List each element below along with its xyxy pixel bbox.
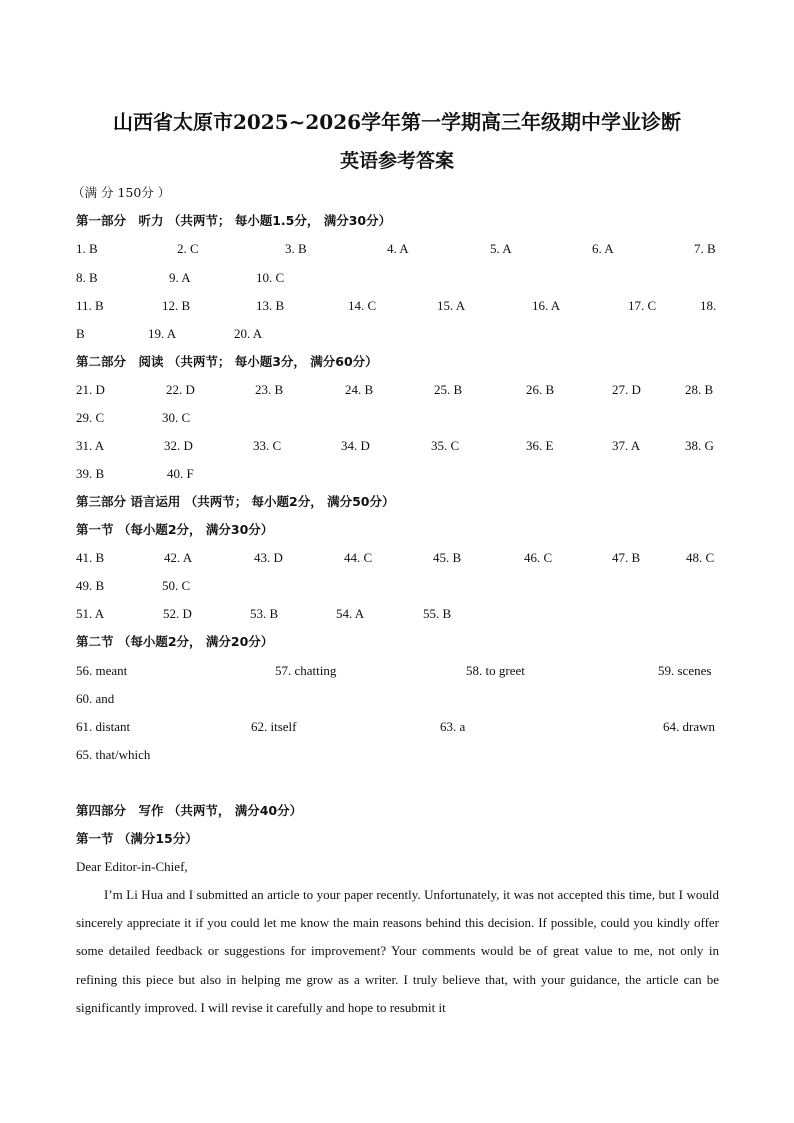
answer-item: 54. A [336, 606, 365, 621]
page-subtitle: 英语参考答案 [339, 150, 454, 172]
answer-item: 49. B [76, 578, 105, 593]
part4-sec1-heading: 第一节 （满分15分） [76, 831, 198, 846]
answer-item: 28. B [685, 382, 714, 397]
letter-body: I’m Li Hua and I submitted an article to your paper recently. Unfortunately, it was not accepted this time, but I would sincerely appreciate it if you could let me know the main reasons behind this decision. If possible, could you kindly offer some detailed feedback or suggestions for improvement? Your comments would be of great value to me, not only in refining this piece but also in helping me grow as a writer. I truly believe that, with your guidance, the article can be significantly improved. I will revise it carefully and hope to resubmit it [76, 887, 719, 1015]
answer-item: 23. B [255, 382, 284, 397]
part3-sec2-row4 [76, 745, 718, 765]
answer-item: 7. B [694, 241, 716, 256]
part3-sec2-row1 [76, 661, 718, 681]
answer-item: B [76, 326, 85, 341]
answer-item: 58. to greet [466, 663, 525, 678]
answer-item: 47. B [612, 550, 641, 565]
answer-item: 39. B [76, 466, 105, 481]
answer-item: 11. B [76, 298, 104, 313]
answer-item: 38. G [685, 438, 714, 453]
part2-row1 [76, 380, 718, 400]
answer-item: 63. a [440, 719, 466, 734]
answer-item: 64. drawn [663, 719, 715, 734]
part2-heading: 第二部分 阅读 （共两节； 每小题3分， 满分60分） [76, 354, 378, 369]
answer-item: 60. and [76, 691, 115, 706]
answer-item: 55. B [423, 606, 452, 621]
answer-item: 2. C [177, 241, 199, 256]
answer-item: 17. C [628, 298, 657, 313]
part3-sec1-heading: 第一节 （每小题2分， 满分30分） [76, 522, 274, 537]
answer-item: 35. C [431, 438, 460, 453]
answer-item: 50. C [162, 578, 191, 593]
page-title: 山西省太原市2025~2026学年第一学期高三年级期中学业诊断 [112, 110, 682, 134]
answer-item: 14. C [348, 298, 377, 313]
answer-item: 16. A [532, 298, 561, 313]
part1-row3 [76, 296, 718, 316]
part3-heading: 第三部分 语言运用 （共两节； 每小题2分， 满分50分） [76, 494, 395, 509]
answer-item: 33. C [253, 438, 282, 453]
answer-item: 1. B [76, 241, 98, 256]
answer-item: 36. E [526, 438, 554, 453]
part2-row2 [76, 408, 718, 428]
answer-item: 13. B [256, 298, 285, 313]
answer-item: 10. C [256, 270, 285, 285]
part1-heading: 第一部分 听力 （共两节； 每小题1.5分， 满分30分） [76, 213, 392, 228]
answer-item: 12. B [162, 298, 191, 313]
part1-row2 [76, 268, 718, 288]
answer-item: 61. distant [76, 719, 131, 734]
answer-item: 6. A [592, 241, 614, 256]
part3-sec1-row2 [76, 576, 718, 596]
part3-sec1-row3 [76, 604, 718, 624]
answer-item: 48. C [686, 550, 715, 565]
answer-item: 19. A [148, 326, 177, 341]
answer-item: 18. [700, 298, 717, 313]
answer-item: 51. A [76, 606, 105, 621]
answer-item: 8. B [76, 270, 98, 285]
answer-item: 20. A [234, 326, 263, 341]
answer-item: 26. B [526, 382, 555, 397]
answer-item: 45. B [433, 550, 462, 565]
letter-salutation: Dear Editor-in-Chief, [76, 859, 188, 874]
answer-item: 4. A [387, 241, 409, 256]
answer-item: 5. A [490, 241, 512, 256]
part3-sec2-row3 [76, 717, 718, 737]
answer-item: 25. B [434, 382, 463, 397]
answer-item: 42. A [164, 550, 193, 565]
answer-item: 52. D [163, 606, 192, 621]
part1-row1 [76, 239, 718, 259]
part3-sec2-heading: 第二节 （每小题2分， 满分20分） [76, 634, 274, 649]
answer-item: 27. D [612, 382, 641, 397]
answer-item: 29. C [76, 410, 105, 425]
answer-item: 22. D [166, 382, 195, 397]
part2-row4 [76, 464, 718, 484]
answer-item: 44. C [344, 550, 373, 565]
part3-sec2-row2 [76, 689, 718, 709]
answer-item: 57. chatting [275, 663, 337, 678]
answer-item: 32. D [164, 438, 193, 453]
answer-item: 62. itself [251, 719, 297, 734]
answer-item: 41. B [76, 550, 105, 565]
answer-item: 43. D [254, 550, 283, 565]
part1-row4 [76, 324, 718, 344]
answer-item: 65. that/which [76, 747, 151, 762]
answer-item: 31. A [76, 438, 105, 453]
answer-item: 56. meant [76, 663, 128, 678]
answer-item: 21. D [76, 382, 105, 397]
answer-item: 3. B [285, 241, 307, 256]
answer-item: 15. A [437, 298, 466, 313]
answer-item: 53. B [250, 606, 279, 621]
answer-item: 40. F [167, 466, 194, 481]
answer-item: 24. B [345, 382, 374, 397]
answer-item: 34. D [341, 438, 370, 453]
answer-item: 59. scenes [658, 663, 712, 678]
answer-item: 9. A [169, 270, 191, 285]
part4-heading: 第四部分 写作 （共两节， 满分40分） [76, 803, 303, 818]
part2-row3 [76, 436, 718, 456]
answer-item: 46. C [524, 550, 553, 565]
full-score-note: （满 分 150分 ） [72, 185, 171, 200]
part3-sec1-row1 [76, 548, 718, 568]
answer-item: 30. C [162, 410, 191, 425]
answer-item: 37. A [612, 438, 641, 453]
